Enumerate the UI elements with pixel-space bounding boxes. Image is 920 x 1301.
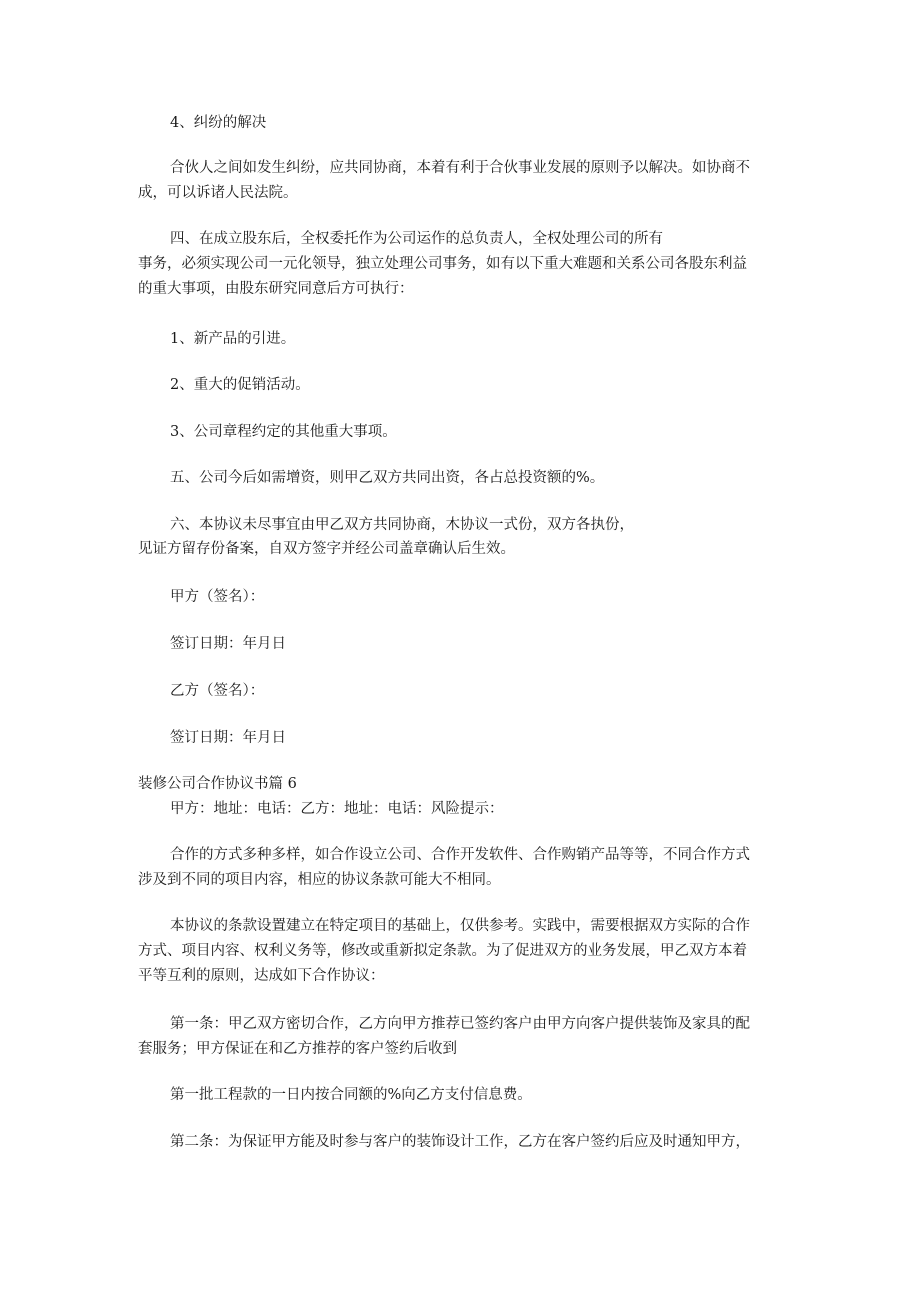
paragraph-line: 套服务；甲方保证在和乙方推荐的客户签约后收到	[138, 1041, 457, 1057]
paragraph-line: 平等互利的原则，达成如下合作协议：	[138, 968, 385, 984]
paragraph-line: 六、本协议未尽事宜由甲乙双方共同协商，木协议一式份，双方各执份，	[170, 517, 634, 533]
list-item: 3、公司章程约定的其他重大事项。	[170, 424, 397, 440]
paragraph-line: 合作的方式多种多样，如合作设立公司、合作开发软件、合作购销产品等等，不同合作方式	[170, 847, 750, 863]
paragraph-line: 成，可以诉诸人民法院。	[138, 185, 298, 201]
paragraph-line: 四、在成立股东后，全权委托作为公司运作的总负责人，全权处理公司的所有	[170, 231, 663, 247]
paragraph-line: 事务，必须实现公司一元化领导，独立处理公司事务，如有以下重大难题和关系公司各股东利益	[138, 256, 747, 272]
paragraph-line: 本协议的条款设置建立在特定项目的基础上，仅供参考。实践中，需要根据双方实际的合作	[170, 918, 750, 934]
section-title: 装修公司合作协议书篇 6	[138, 776, 297, 792]
section-heading: 4、纠纷的解决	[170, 115, 267, 131]
date-line: 签订日期：年月日	[170, 730, 286, 746]
list-item: 1、新产品的引进。	[170, 331, 296, 347]
date-line: 签订日期：年月日	[170, 636, 286, 652]
paragraph-line: 五、公司今后如需增资，则甲乙双方共同出资，各占总投资额的%。	[170, 470, 605, 486]
paragraph-line: 方式、项目内容、权利义务等，修改或重新拟定条款。为了促进双方的业务发展，甲乙双方本着	[138, 943, 747, 959]
paragraph-line: 第一批工程款的一日内按合同额的%向乙方支付信息费。	[170, 1087, 532, 1103]
paragraph-line: 第一条：甲乙双方密切合作，乙方向甲方推荐已签约客户由甲方向客户提供装饰及家具的配	[170, 1016, 750, 1032]
paragraph-line: 的重大事项，由股东研究同意后方可执行：	[138, 281, 414, 297]
paragraph-line: 甲方：地址：电话：乙方：地址：电话：风险提示：	[170, 801, 504, 817]
list-item: 2、重大的促销活动。	[170, 377, 310, 393]
paragraph-line: 第二条：为保证甲方能及时参与客户的装饰设计工作，乙方在客户签约后应及时通知甲方，	[170, 1134, 750, 1150]
paragraph-line: 合伙人之间如发生纠纷，应共同协商，本着有利于合伙事业发展的原则予以解决。如协商不	[170, 160, 750, 176]
paragraph-line: 见证方留存份备案，自双方签字并经公司盖章确认后生效。	[138, 541, 515, 557]
paragraph-line: 涉及到不同的项目内容，相应的协议条款可能大不相同。	[138, 872, 501, 888]
signature-line: 乙方（签名）：	[170, 683, 265, 699]
signature-line: 甲方（签名）：	[170, 589, 265, 605]
